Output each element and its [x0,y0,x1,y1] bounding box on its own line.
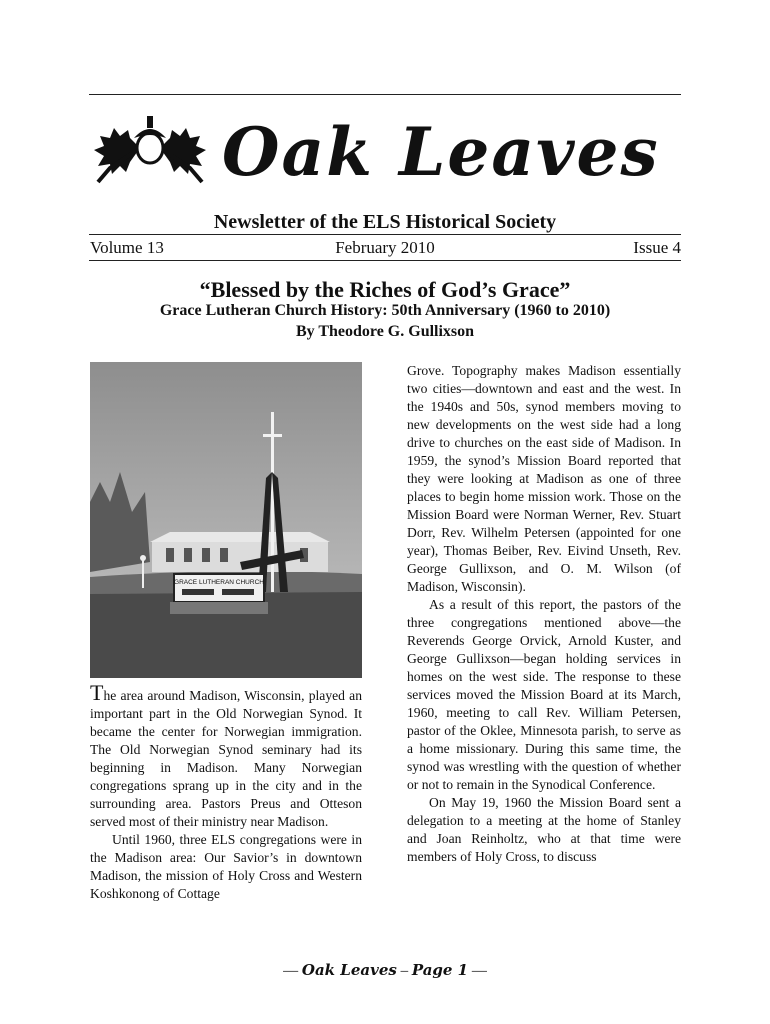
masthead-title: Oak Leaves [222,113,660,191]
drop-cap: T [90,680,104,705]
issue-date: February 2010 [335,238,435,257]
article-paragraph: The area around Madison, Wisconsin, played an important part in the Old Norwegian Synod. It became the center for Norwegian immigration. The Old Norwegian Synod seminary had its beginning in Madison. Many Norwegian congregations sprang up in the city and in the surrounding area. Pastors Preus and Otteson served most of their ministry near Madison. [90,680,362,829]
oak-leaf-acorn-icon [90,108,210,198]
top-rule [89,94,681,95]
volume-label: Volume 13 [90,238,164,257]
article-paragraph: On May 19, 1960 the Mission Board sent a delegation to a meeting at the home of Stanley and Joan Reinholtz, who at that time were members of Holy Cross, to discuss [407,795,681,864]
subtitle-rule [89,234,681,235]
article-headline: “Blessed by the Riches of God’s Grace” [199,277,571,302]
volume-rule [89,260,681,261]
page-footer: — Oak Leaves – Page 1 — [283,961,487,979]
article-right-column [407,362,681,866]
article-byline: By Theodore G. Gullixson [295,323,475,340]
church-photo [90,362,362,678]
photo-sign-text: GRACE LUTHERAN CHURCH [174,579,264,586]
article-subhead: Grace Lutheran Church History: 50th Anniversary (1960 to 2010) [159,302,611,319]
footer-title: Oak Leaves [301,961,397,979]
page-number: Page 1 [411,961,469,979]
article-left-column [90,680,362,903]
newsletter-subtitle: Newsletter of the ELS Historical Society [213,211,557,233]
article-paragraph: Grove. Topography makes Madison essentially two cities—downtown and east and the west. In the 1940s and 50s, synod members moving to new developments on the west side had a long drive to churches on the east side of Madison. In 1959, the synod’s Mission Board reported that they were looking at Madison as one of three places to begin home mission work. Those on the Mission Board were Norman Werner, Rev. Stuart Dorr, Rev. Wilhelm Petersen (appointed for one year), Thomas Beiber, Rev. Eivind Unseth, Rev. George Gullixson, and O. M. Wilson (of Madison, Wisconsin). [407,363,681,594]
issue-label: Issue 4 [633,238,681,257]
article-paragraph: Until 1960, three ELS congregations were in the Madison area: Our Savior’s in downtown Madison, the mission of Holy Cross and Western Koshkonong of Cottage [90,832,362,901]
article-paragraph: As a result of this report, the pastors of the three congregations mentioned above—the Reverends George Orvick, Arnold Kuster, and George Gullixson—began holding services in homes on the west side. The response to these services moved the Mission Board at its March, 1960, meeting to call Rev. William Petersen, pastor of the Oklee, Minnesota parish, to serve as a home missionary. During this same time, the synod was wrestling with the question of whether or not to remain in the Synodical Conference. [407,597,681,792]
